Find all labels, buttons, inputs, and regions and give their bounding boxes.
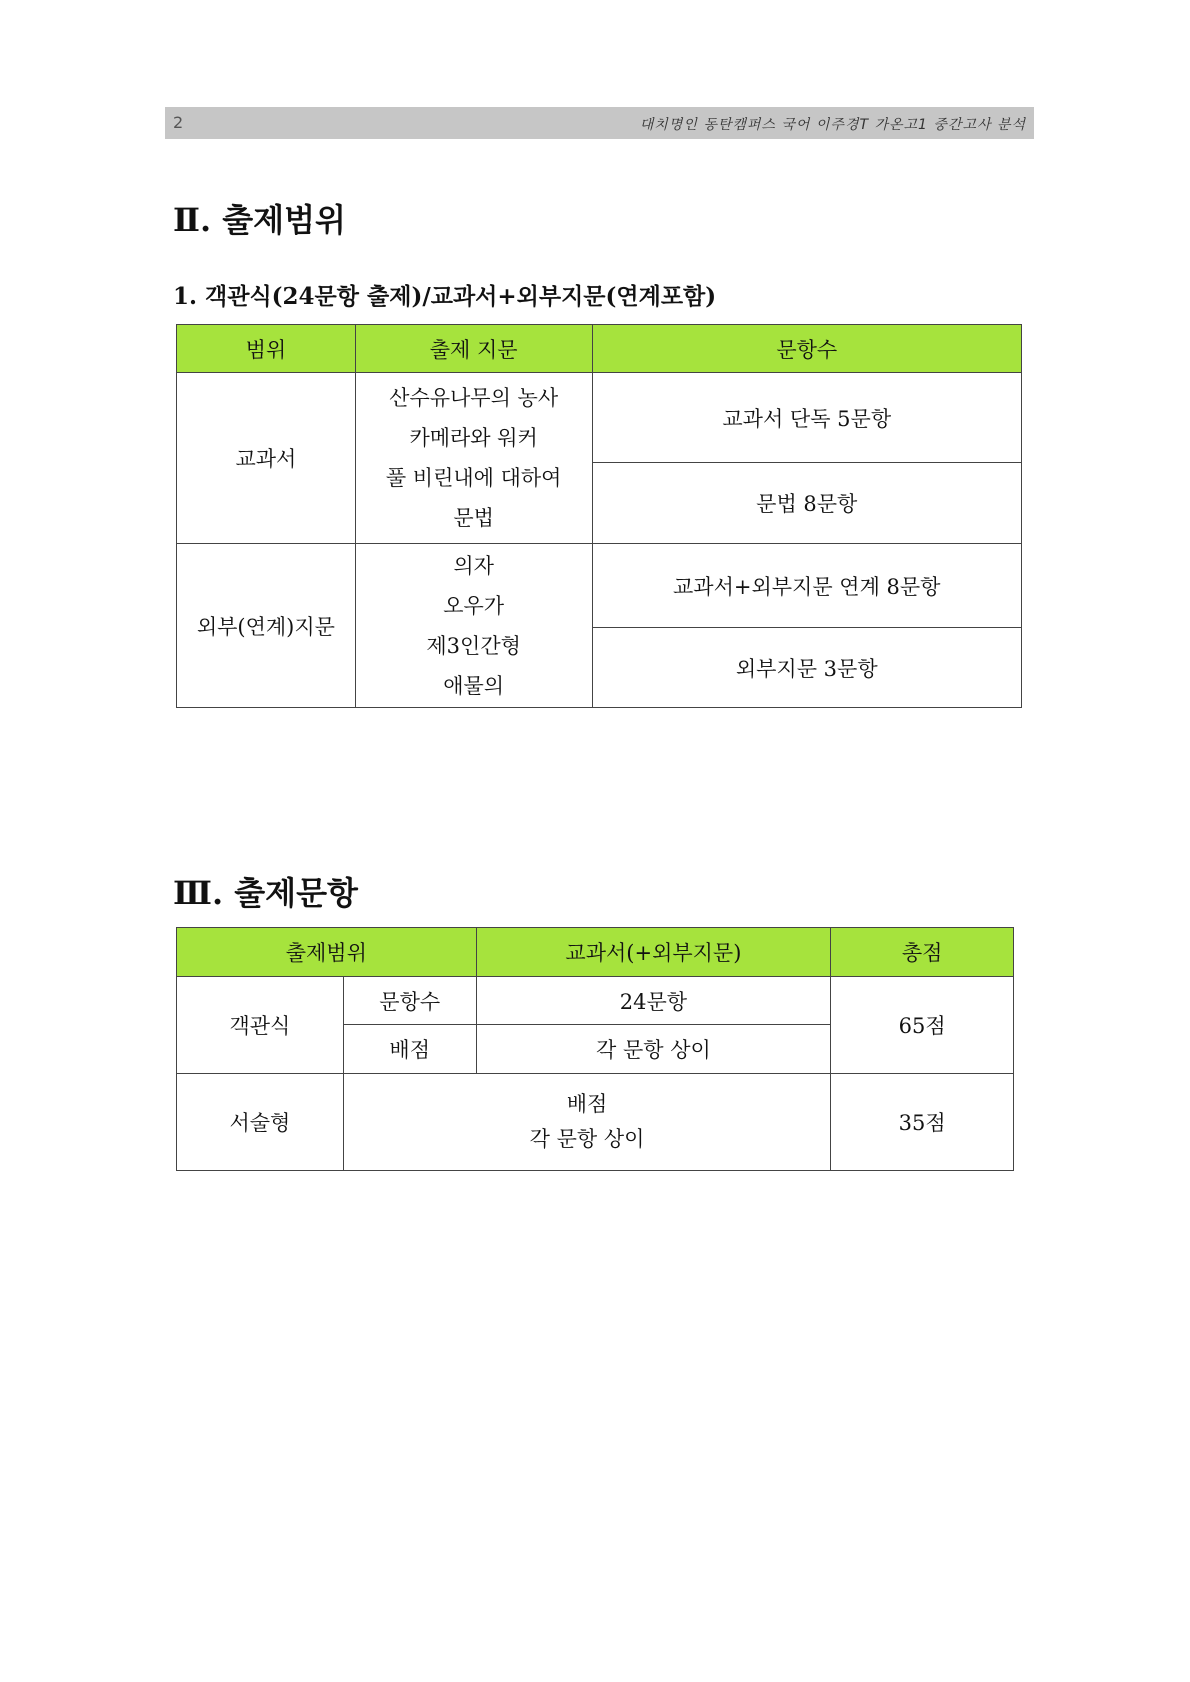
range-cell-textbook: 교과서 <box>177 373 356 544</box>
objective-score-value: 각 문항 상이 <box>476 1025 831 1074</box>
table-header-row <box>177 325 1022 373</box>
essay-value-line: 각 문항 상이 <box>529 1127 645 1151</box>
count-cell: 문법 8문항 <box>592 463 1022 544</box>
passage-item: 오우가 <box>443 593 505 618</box>
table-row <box>177 544 1022 628</box>
section-subtitle: 1. 객관식(24문항 출제)/교과서+외부지문(연계포함) <box>173 283 717 310</box>
header-scope: 출제범위 <box>177 928 477 977</box>
range-cell-external: 외부(연계)지문 <box>177 544 356 708</box>
passages-cell-textbook <box>355 373 592 544</box>
essay-value-line: 배점 <box>566 1092 608 1116</box>
passage-item: 문법 <box>453 506 494 530</box>
count-cell: 교과서 단독 5문항 <box>592 373 1022 463</box>
section-title-items: Ⅲ. 출제문항 <box>173 874 358 912</box>
table-row <box>177 977 1014 1025</box>
passage-item: 풀 비린내에 대하여 <box>385 466 562 490</box>
passage-item: 애물의 <box>443 673 505 698</box>
passage-item: 제3인간형 <box>426 633 521 658</box>
passages-cell-external <box>355 544 592 708</box>
objective-total: 65점 <box>831 977 1014 1074</box>
essay-value <box>343 1074 830 1171</box>
page-number: 2 <box>173 113 184 132</box>
passage-item: 카메라와 워커 <box>409 426 538 450</box>
table-row <box>177 1074 1014 1171</box>
passage-item: 의자 <box>453 553 494 578</box>
header-total: 총점 <box>831 928 1014 977</box>
section-title-range: Ⅱ. 출제범위 <box>173 201 346 239</box>
objective-score-label: 배점 <box>343 1025 476 1074</box>
items-table <box>176 927 1014 1171</box>
table-row <box>177 373 1022 463</box>
count-cell: 교과서+외부지문 연계 8문항 <box>592 544 1022 628</box>
count-cell: 외부지문 3문항 <box>592 628 1022 708</box>
range-table <box>176 324 1022 708</box>
table-header-row <box>177 928 1014 977</box>
essay-total: 35점 <box>831 1074 1014 1171</box>
objective-count-value: 24문항 <box>476 977 831 1025</box>
header-source: 교과서(+외부지문) <box>476 928 831 977</box>
essay-label: 서술형 <box>177 1074 344 1171</box>
passage-item: 산수유나무의 농사 <box>389 386 559 410</box>
header-title: 대치명인 동탄캠퍼스 국어 이주경T 가온고1 중간고사 분석 <box>639 117 1026 133</box>
objective-label: 객관식 <box>177 977 344 1074</box>
objective-count-label: 문항수 <box>343 977 476 1025</box>
header-count: 문항수 <box>592 325 1022 373</box>
header-passages: 출제 지문 <box>355 325 592 373</box>
page-header <box>165 107 1034 139</box>
header-range: 범위 <box>177 325 356 373</box>
